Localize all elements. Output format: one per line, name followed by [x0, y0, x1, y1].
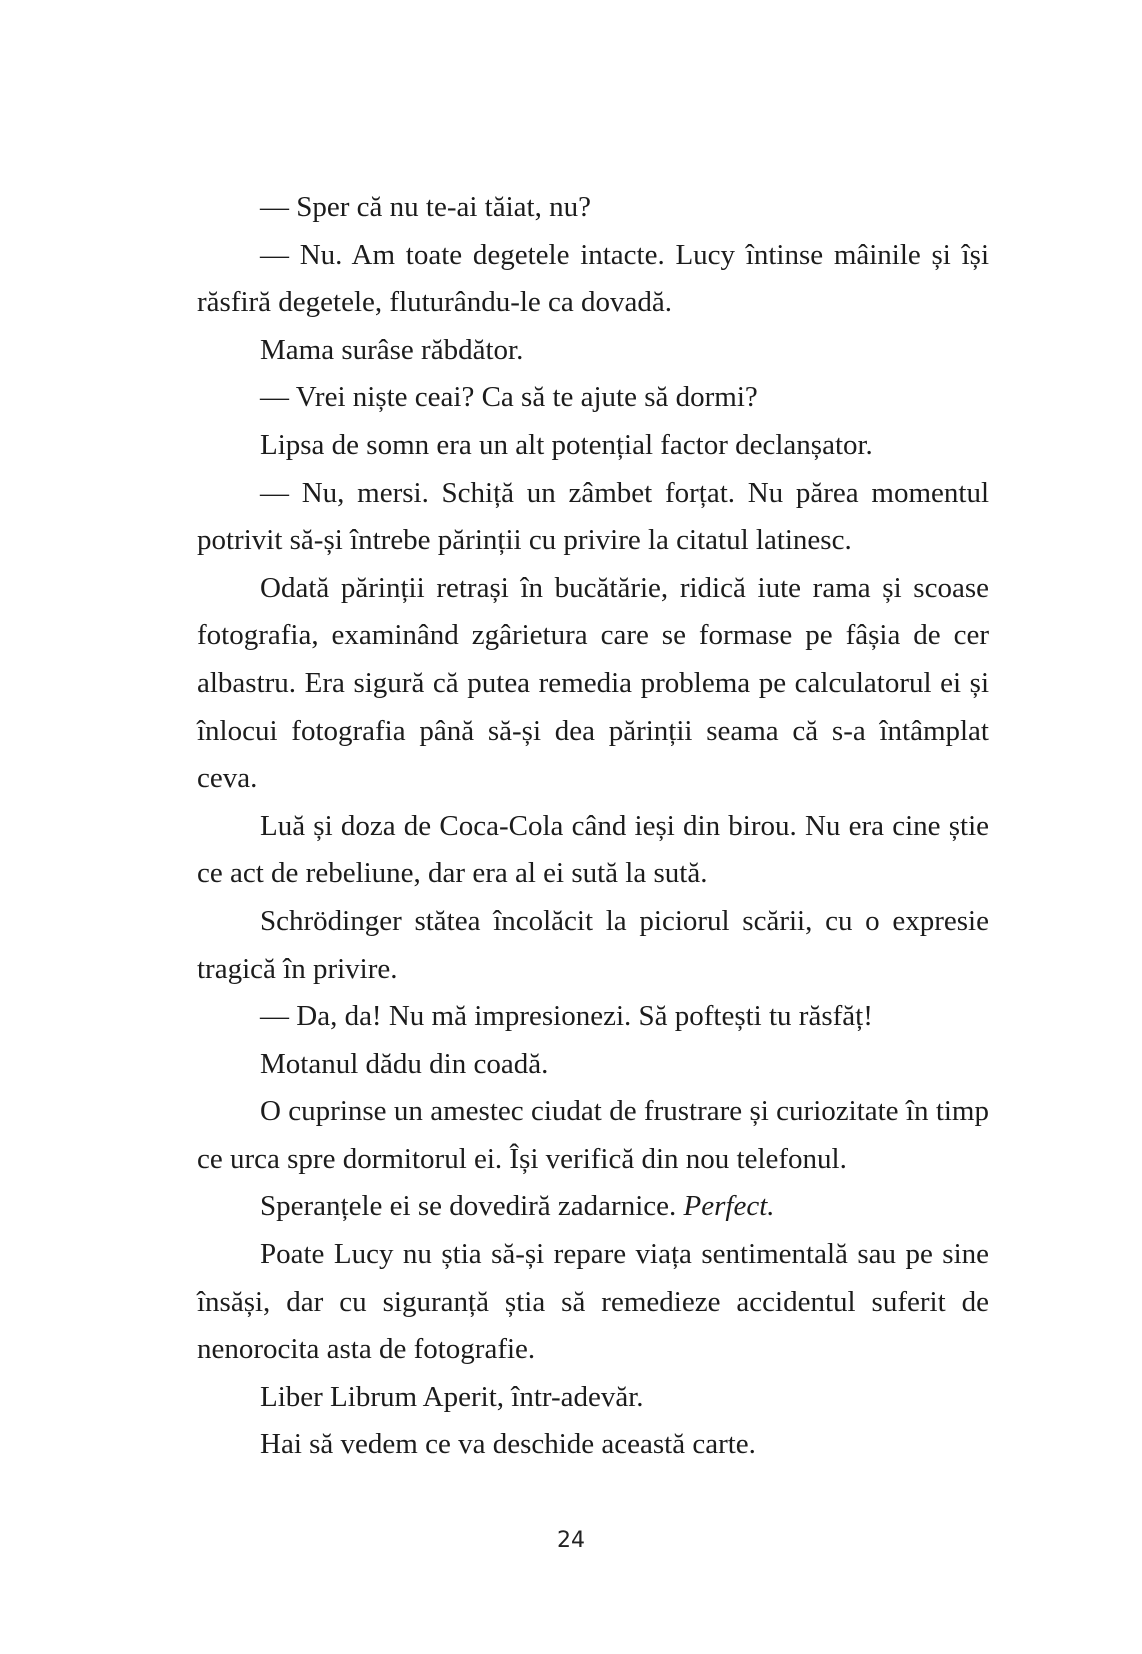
paragraph-16: Hai să vedem ce va deschide această carte. [260, 1428, 756, 1461]
paragraph-12: O cuprinse un amestec ciudat de frustrare și curiozitate în timp ce urca spre dormitorul ei. Își verifică din nou telefonul. [197, 1095, 989, 1175]
paragraph-7: Odată părinții retrași în bucătărie, ridică iute rama și scoase fotografia, examinând zgârietura care se formase pe fâșia de cer albastru. Era sigură că putea remedia problema pe calculatorul ei și înlocui fotografia până să-și dea părinții seama că s-a întâmplat ceva. [197, 571, 989, 795]
paragraph-8: Luă și doza de Coca-Cola când ieși din birou. Nu era cine știe ce act de rebeliune, dar era al ei sută la sută. [197, 809, 989, 890]
paragraph-13 [197, 1183, 989, 1231]
paragraph-10: — Da, da! Nu mă impresionezi. Să poftești tu răsfăț! [260, 1000, 873, 1033]
paragraph-3: Mama surâse răbdător. [260, 333, 524, 366]
paragraph-2: — Nu. Am toate degetele intacte. Lucy întinse mâinile și își răsfiră degetele, fluturându-le ca dovadă. [197, 238, 989, 319]
paragraph-14: Poate Lucy nu știa să-și repare viața sentimentală sau pe sine însăși, dar cu siguranță știa să remedieze accidentul suferit de nenorocita asta de fotografie. [197, 1238, 989, 1366]
body-text [197, 184, 989, 1469]
italic-word: Perfect. [683, 1190, 775, 1223]
paragraph-5: Lipsa de somn era un alt potențial factor declanșator. [260, 428, 873, 461]
paragraph-11: Motanul dădu din coadă. [260, 1047, 549, 1080]
paragraph-6: — Nu, mersi. Schiță un zâmbet forțat. Nu părea momentul potrivit să-și întrebe părinții cu privire la citatul latinesc. [197, 476, 989, 557]
paragraph-4: — Vrei niște ceai? Ca să te ajute să dormi? [260, 381, 758, 414]
page-number: 24 [557, 1528, 585, 1553]
paragraph-1: — Sper că nu te-ai tăiat, nu? [260, 191, 591, 223]
paragraph-15: Liber Librum Aperit, într-adevăr. [260, 1380, 644, 1413]
paragraph-13-text: Speranțele ei se dovediră zadarnice. [260, 1190, 677, 1223]
paragraph-9: Schrödinger stătea încolăcit la piciorul scării, cu o expresie tragică în privire. [197, 904, 989, 985]
